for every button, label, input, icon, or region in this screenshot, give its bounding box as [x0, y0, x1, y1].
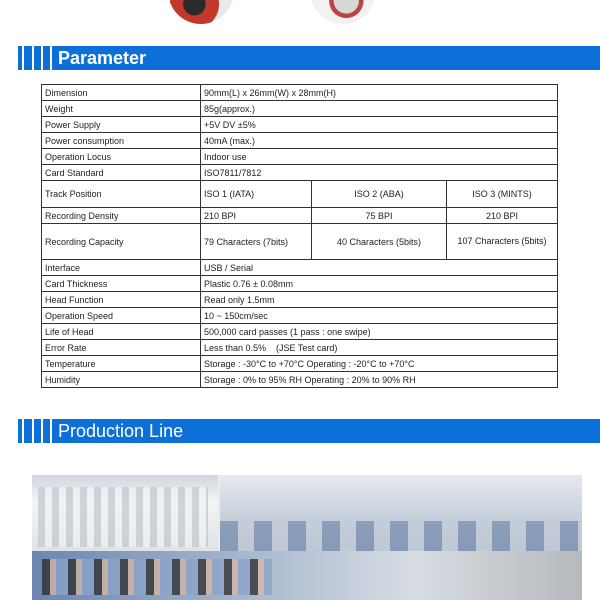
table-row [42, 340, 558, 356]
table-row [42, 356, 558, 372]
row-value: Less than 0.5% (JSE Test card) [201, 340, 558, 356]
parameter-title: Parameter [58, 48, 147, 68]
row-value: Storage : 0% to 95% RH Operating : 20% to 90% RH [201, 372, 558, 388]
table-row [42, 276, 558, 292]
table-row [42, 308, 558, 324]
row-label: Card Standard [42, 165, 201, 181]
table-row [42, 101, 558, 117]
row-label: Operation Speed [42, 308, 201, 324]
workers-photo [32, 551, 582, 600]
row-label: Temperature [42, 356, 201, 372]
capacity-col: 40 Characters (5bits) [312, 224, 447, 260]
production-title: Production Line [58, 421, 184, 441]
row-value: ISO7811/7812 [201, 165, 558, 181]
row-value: +5V DV ±5% [201, 117, 558, 133]
table-row [42, 292, 558, 308]
row-label: Weight [42, 101, 201, 117]
table-row [42, 149, 558, 165]
row-value: USB / Serial [201, 260, 558, 276]
row-value: Read only 1.5mm [201, 292, 558, 308]
table-row [42, 224, 558, 260]
row-label: Dimension [42, 85, 201, 101]
row-label: Head Function [42, 292, 201, 308]
table-row [42, 324, 558, 340]
row-value: 85g(approx.) [201, 101, 558, 117]
table-row [42, 117, 558, 133]
track-col: ISO 2 (ABA) [312, 181, 447, 208]
banner-stripes-icon [18, 419, 52, 443]
row-label: Life of Head [42, 324, 201, 340]
table-row [42, 208, 558, 224]
row-value: Storage : -30°C to +70°C Operating : -20°C to +70°C [201, 356, 558, 372]
row-value: 40mA (max.) [201, 133, 558, 149]
parameter-table [41, 84, 558, 388]
product-photo-left [168, 0, 234, 24]
table-row [42, 181, 558, 208]
table-row [42, 260, 558, 276]
row-value: Plastic 0.76 ± 0.08mm [201, 276, 558, 292]
product-photo-right [310, 0, 376, 24]
row-label: Recording Density [42, 208, 201, 224]
track-col: ISO 3 (MINTS) [447, 181, 558, 208]
production-banner [18, 419, 600, 443]
row-value: 500,000 card passes (1 pass : one swipe) [201, 324, 558, 340]
table-row [42, 165, 558, 181]
row-label: Card Thickness [42, 276, 201, 292]
office-photo [220, 475, 582, 551]
table-row [42, 372, 558, 388]
row-label: Track Position [42, 181, 201, 208]
row-label: Power Supply [42, 117, 201, 133]
top-product-photos [0, 0, 600, 30]
density-col: 210 BPI [447, 208, 558, 224]
row-label: Error Rate [42, 340, 201, 356]
density-col: 75 BPI [312, 208, 447, 224]
row-value: Indoor use [201, 149, 558, 165]
parameter-banner [18, 46, 600, 70]
banner-stripes-icon [18, 46, 52, 70]
factory-building-photo [32, 475, 218, 551]
capacity-col: 107 Characters (5bits) [447, 224, 558, 260]
row-value: 90mm(L) x 26mm(W) x 28mm(H) [201, 85, 558, 101]
row-label: Power consumption [42, 133, 201, 149]
density-col: 210 BPI [201, 208, 312, 224]
row-label: Recording Capacity [42, 224, 201, 260]
row-label: Interface [42, 260, 201, 276]
row-value: 10 ~ 150cm/sec [201, 308, 558, 324]
table-row [42, 85, 558, 101]
capacity-col: 79 Characters (7bits) [201, 224, 312, 260]
track-col: ISO 1 (IATA) [201, 181, 312, 208]
production-photos [32, 475, 582, 600]
table-row [42, 133, 558, 149]
row-label: Humidity [42, 372, 201, 388]
row-label: Operation Locus [42, 149, 201, 165]
